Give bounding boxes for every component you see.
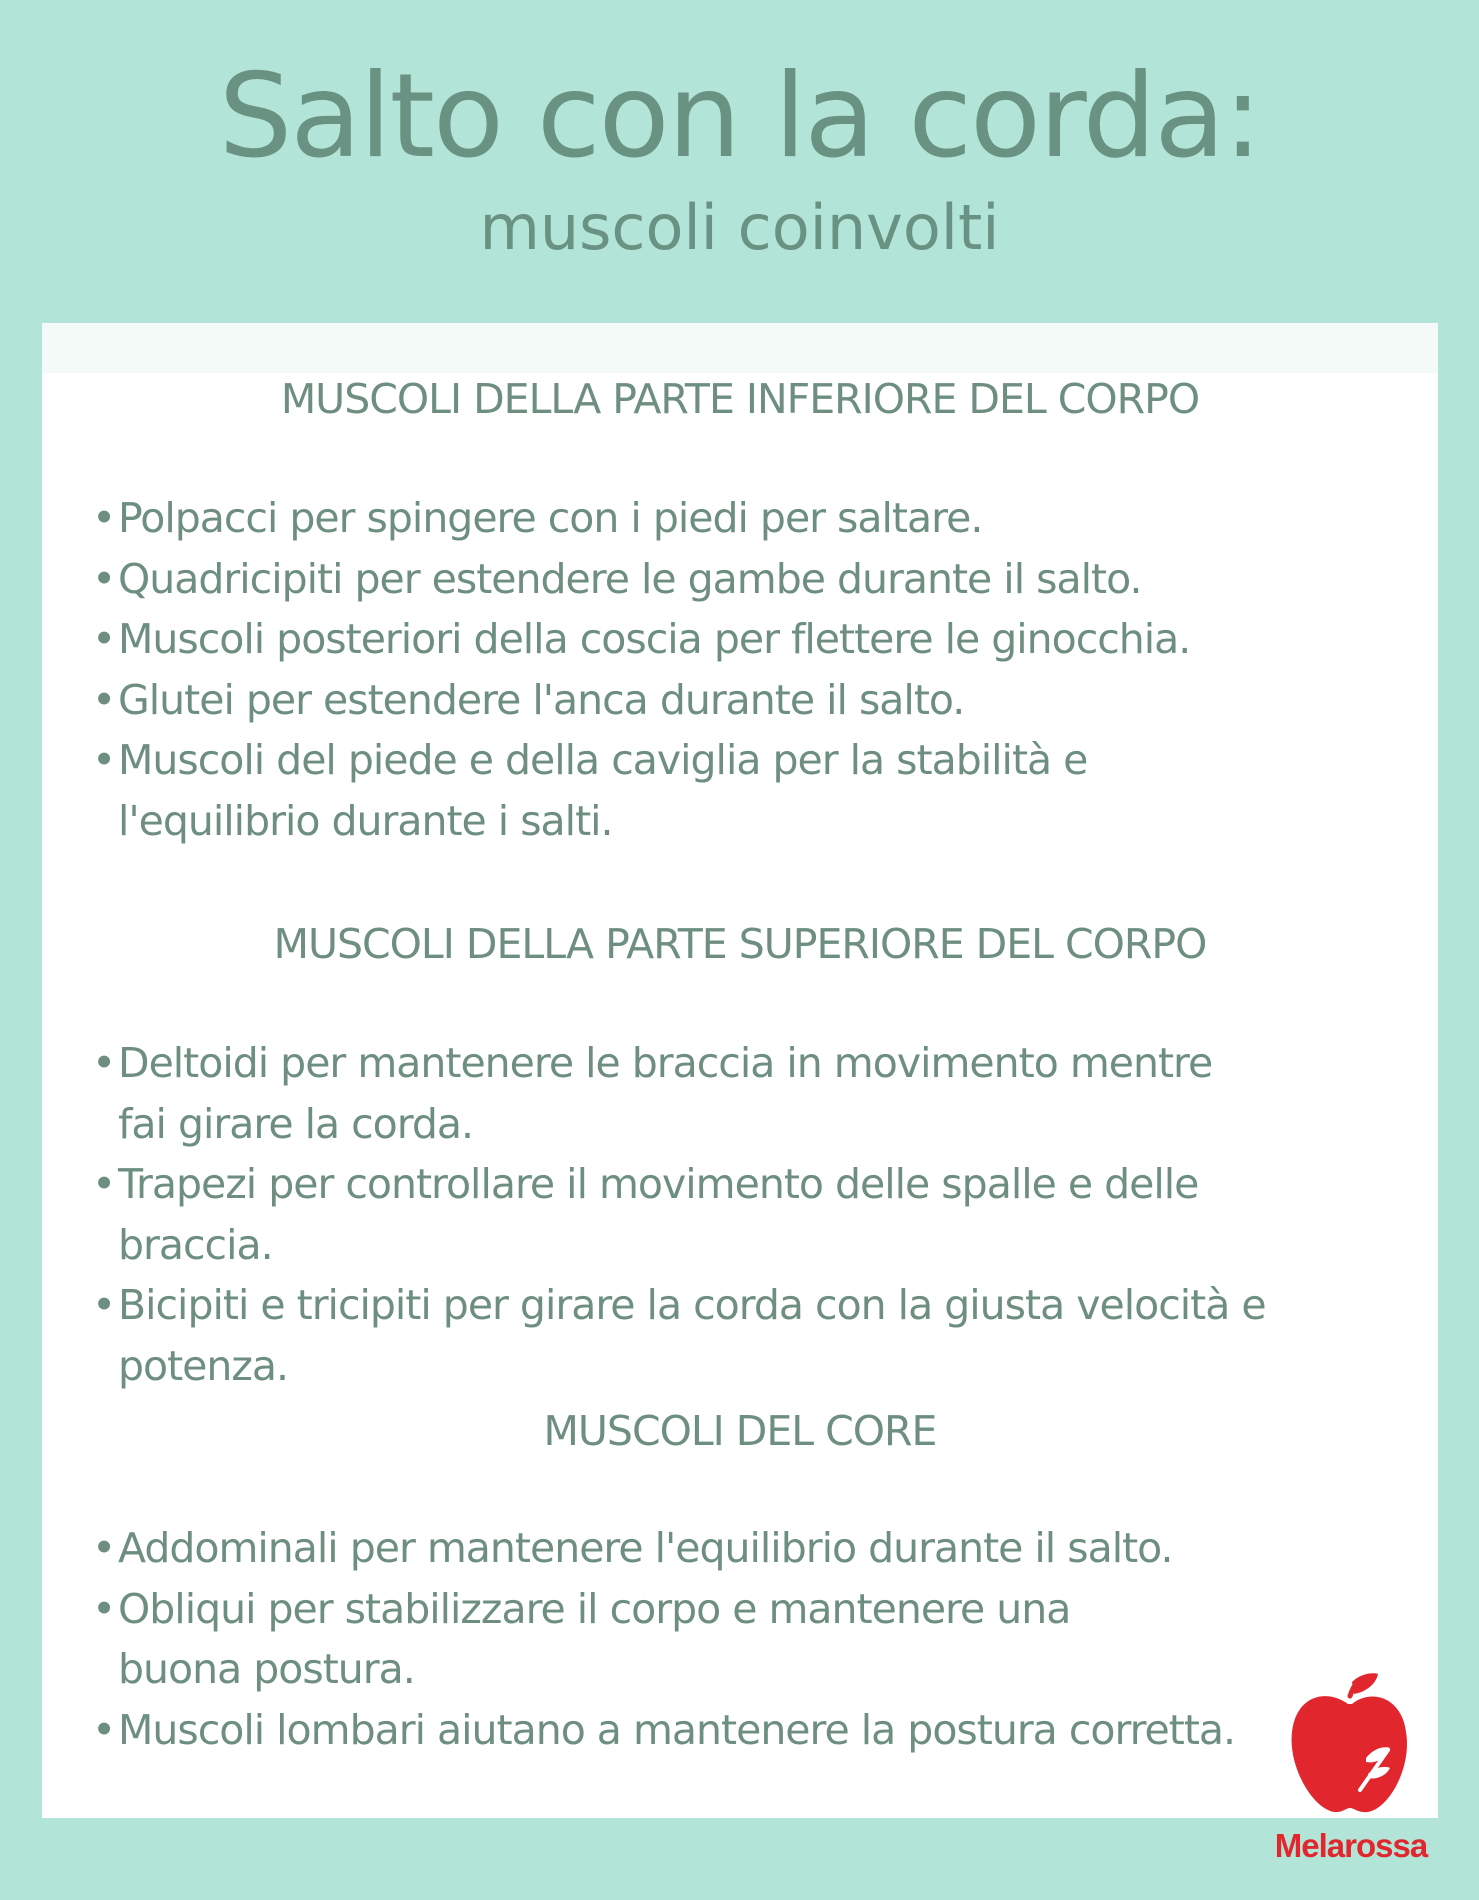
melarossa-logo xyxy=(1256,1670,1446,1870)
list-item: • Polpacci per spingere con i piedi per saltare. xyxy=(92,488,1332,549)
list-item: • Muscoli lombari aiutano a mantenere la postura corretta. xyxy=(92,1700,1292,1761)
list-item: • Glutei per estendere l'anca durante il salto. xyxy=(92,670,1332,731)
page-title: Salto con la corda: xyxy=(218,49,1261,184)
list-item: • Quadricipiti per estendere le gambe durante il salto. xyxy=(92,549,1332,610)
section-heading-upper-body: MUSCOLI DELLA PARTE SUPERIORE DEL CORPO xyxy=(273,920,1207,968)
list-item: • Bicipiti e tricipiti per girare la corda con la giusta velocità e potenza. xyxy=(92,1275,1268,1396)
apple-icon xyxy=(1256,1670,1446,1820)
list-item: • Muscoli del piede e della caviglia per la stabilità e l'equilibrio durante i salti. xyxy=(92,730,1288,851)
content-card xyxy=(42,323,1438,1818)
list-item: • Obliqui per stabilizzare il corpo e mantenere una buona postura. xyxy=(92,1579,1198,1700)
list-item: • Muscoli posteriori della coscia per flettere le ginocchia. xyxy=(92,609,1332,670)
list-item: • Deltoidi per mantenere le braccia in movimento mentre fai girare la corda. xyxy=(92,1033,1268,1154)
card-top-band xyxy=(42,323,1438,373)
section-heading-lower-body: MUSCOLI DELLA PARTE INFERIORE DEL CORPO xyxy=(280,375,1200,423)
section-heading-core: MUSCOLI DEL CORE xyxy=(543,1407,937,1455)
list-lower-body xyxy=(92,488,1332,851)
list-item: • Addominali per mantenere l'equilibrio durante il salto. xyxy=(92,1518,1292,1579)
header xyxy=(0,0,1479,320)
logo-text: Melarossa xyxy=(1274,1827,1428,1864)
list-core xyxy=(92,1518,1292,1760)
list-item: • Trapezi per controllare il movimento delle spalle e delle braccia. xyxy=(92,1154,1352,1275)
page-subtitle: muscoli coinvolti xyxy=(479,191,1000,264)
list-upper-body xyxy=(92,1033,1352,1396)
